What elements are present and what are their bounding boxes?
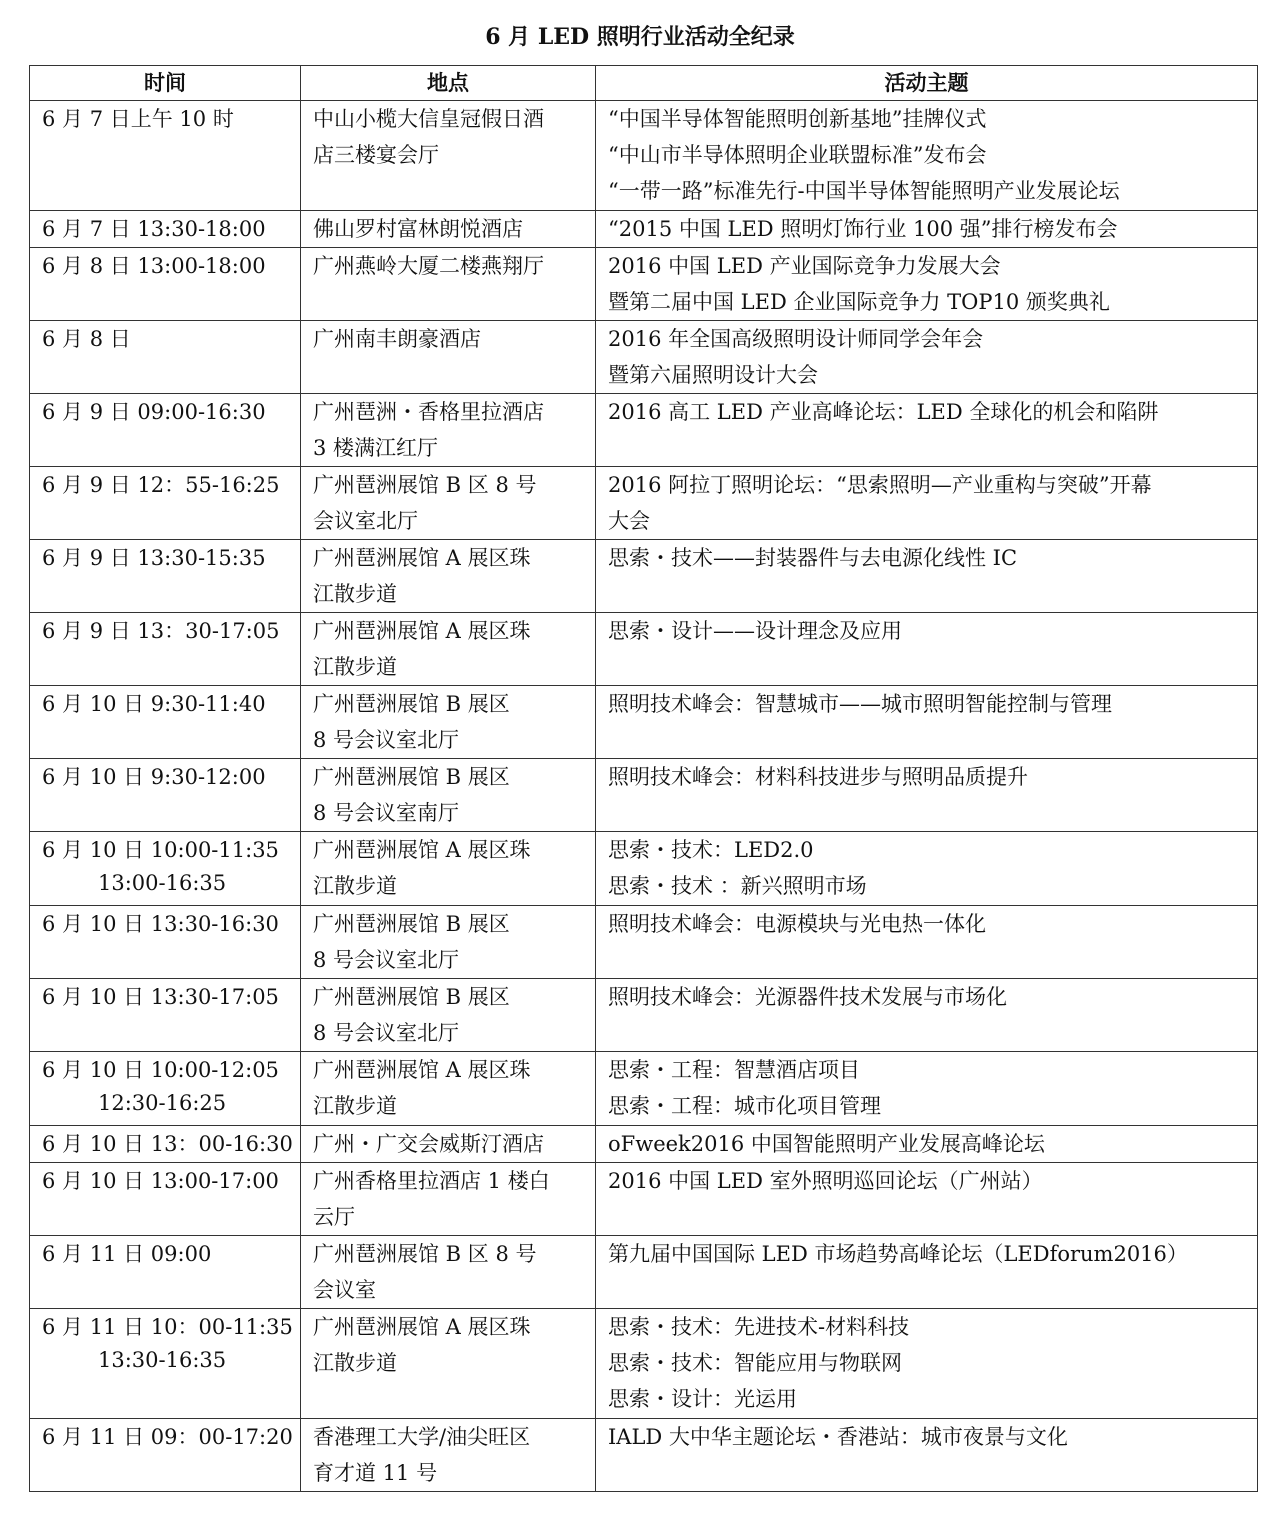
cell-time xyxy=(30,321,301,394)
cell-place-line: 江散步道 xyxy=(313,1094,397,1118)
cell-time-line: 6 月 11 日 09：00-17:20 xyxy=(42,1425,293,1449)
cell-place xyxy=(301,906,596,979)
table-row xyxy=(30,467,1258,540)
cell-time xyxy=(30,832,301,906)
cell-time xyxy=(30,540,301,613)
cell-time xyxy=(30,101,301,211)
cell-subject-line: 2016 中国 LED 室外照明巡回论坛（广州站） xyxy=(608,1169,1043,1193)
cell-place-line: 8 号会议室北厅 xyxy=(313,728,460,752)
cell-place-line: 广州・广交会威斯汀酒店 xyxy=(313,1132,544,1156)
cell-place-line: 江散步道 xyxy=(313,874,397,898)
table-row xyxy=(30,906,1258,979)
cell-place xyxy=(301,1163,596,1236)
cell-subject-line: “中国半导体智能照明创新基地”挂牌仪式 xyxy=(608,107,987,131)
cell-place-line: 广州燕岭大厦二楼燕翔厅 xyxy=(313,254,544,278)
cell-subject xyxy=(596,1052,1258,1126)
cell-time xyxy=(30,686,301,759)
cell-subject-line: 照明技术峰会：光源器件技术发展与市场化 xyxy=(608,985,1007,1009)
header-subject: 活动主题 xyxy=(596,66,1258,101)
cell-place-line: 育才道 11 号 xyxy=(313,1461,438,1485)
cell-subject xyxy=(596,1163,1258,1236)
cell-place-line: 8 号会议室北厅 xyxy=(313,948,460,972)
table-row xyxy=(30,211,1258,248)
cell-place xyxy=(301,101,596,211)
cell-subject-line: IALD 大中华主题论坛・香港站：城市夜景与文化 xyxy=(608,1425,1068,1449)
cell-time xyxy=(30,1236,301,1309)
cell-place xyxy=(301,832,596,906)
cell-place-line: 店三楼宴会厅 xyxy=(313,143,439,167)
cell-place xyxy=(301,613,596,686)
cell-time xyxy=(30,979,301,1052)
table-body xyxy=(30,101,1258,1492)
cell-subject-line: 2016 高工 LED 产业高峰论坛：LED 全球化的机会和陷阱 xyxy=(608,400,1159,424)
table-row xyxy=(30,686,1258,759)
cell-subject-line: 照明技术峰会：电源模块与光电热一体化 xyxy=(608,912,986,936)
cell-place-line: 8 号会议室南厅 xyxy=(313,801,460,825)
cell-time-line: 6 月 9 日 09:00-16:30 xyxy=(42,400,266,424)
cell-subject xyxy=(596,321,1258,394)
table-row xyxy=(30,540,1258,613)
table-row xyxy=(30,1052,1258,1126)
cell-time-line: 6 月 8 日 13:00-18:00 xyxy=(42,254,266,278)
cell-time-line: 6 月 10 日 10:00-12:05 xyxy=(42,1058,279,1082)
cell-time xyxy=(30,759,301,832)
cell-time xyxy=(30,906,301,979)
table-row xyxy=(30,1126,1258,1163)
cell-place-line: 广州琶洲・香格里拉酒店 xyxy=(313,400,544,424)
cell-time-line: 6 月 10 日 13：00-16:30 xyxy=(42,1132,293,1156)
table-row xyxy=(30,1419,1258,1492)
cell-subject-line: “2015 中国 LED 照明灯饰行业 100 强”排行榜发布会 xyxy=(608,217,1118,241)
cell-place-line: 广州琶洲展馆 B 展区 xyxy=(313,765,510,789)
cell-time xyxy=(30,1419,301,1492)
cell-subject xyxy=(596,211,1258,248)
cell-subject-line: 思索・工程：智慧酒店项目 xyxy=(608,1058,860,1082)
cell-subject xyxy=(596,540,1258,613)
cell-place-line: 广州琶洲展馆 B 展区 xyxy=(313,985,510,1009)
cell-place-line: 会议室 xyxy=(313,1278,376,1302)
cell-time-line: 6 月 7 日 13:30-18:00 xyxy=(42,217,266,241)
cell-subject-line: 暨第六届照明设计大会 xyxy=(608,363,818,387)
cell-place xyxy=(301,321,596,394)
cell-subject xyxy=(596,906,1258,979)
cell-place-line: 广州琶洲展馆 A 展区珠 xyxy=(313,1058,531,1082)
cell-subject xyxy=(596,467,1258,540)
cell-time-line: 6 月 10 日 9:30-11:40 xyxy=(42,692,266,716)
cell-place xyxy=(301,1419,596,1492)
cell-time xyxy=(30,1309,301,1419)
table-row xyxy=(30,321,1258,394)
cell-place-line: 广州琶洲展馆 B 展区 xyxy=(313,912,510,936)
cell-subject xyxy=(596,979,1258,1052)
cell-subject xyxy=(596,1309,1258,1419)
events-table xyxy=(29,65,1258,1492)
cell-subject xyxy=(596,1419,1258,1492)
cell-time xyxy=(30,1052,301,1126)
cell-time-second-slot: 12:30-16:25 xyxy=(98,1091,227,1115)
cell-place xyxy=(301,1126,596,1163)
cell-subject-line: 思索・技术：智能应用与物联网 xyxy=(608,1351,902,1375)
cell-time xyxy=(30,1163,301,1236)
cell-subject-line: 思索・技术 ：新兴照明市场 xyxy=(608,874,867,898)
cell-subject-line: 大会 xyxy=(608,509,650,533)
cell-subject xyxy=(596,1236,1258,1309)
cell-subject-line: 第九届中国国际 LED 市场趋势高峰论坛（LEDforum2016） xyxy=(608,1242,1188,1266)
cell-place-line: 广州琶洲展馆 A 展区珠 xyxy=(313,546,531,570)
cell-subject-line: 2016 中国 LED 产业国际竞争力发展大会 xyxy=(608,254,1001,278)
cell-place xyxy=(301,211,596,248)
table-row xyxy=(30,394,1258,467)
cell-place-line: 香港理工大学/油尖旺区 xyxy=(313,1425,531,1449)
cell-place-line: 江散步道 xyxy=(313,655,397,679)
cell-subject-line: 思索・工程：城市化项目管理 xyxy=(608,1094,881,1118)
cell-time-line: 6 月 10 日 9:30-12:00 xyxy=(42,765,266,789)
cell-place-line: 江散步道 xyxy=(313,1351,397,1375)
cell-place-line: 3 楼满江红厅 xyxy=(313,436,439,460)
cell-place-line: 江散步道 xyxy=(313,582,397,606)
cell-place-line: 广州琶洲展馆 B 区 8 号 xyxy=(313,473,537,497)
cell-place-line: 广州琶洲展馆 A 展区珠 xyxy=(313,838,531,862)
cell-time-second-slot: 13:00-16:35 xyxy=(98,871,227,895)
cell-subject-line: 思索・技术——封装器件与去电源化线性 IC xyxy=(608,546,1018,570)
cell-place xyxy=(301,686,596,759)
cell-place-line: 广州琶洲展馆 B 展区 xyxy=(313,692,510,716)
cell-place xyxy=(301,1052,596,1126)
cell-time-line: 6 月 9 日 13：30-17:05 xyxy=(42,619,280,643)
cell-time-second-slot: 13:30-16:35 xyxy=(98,1348,227,1372)
cell-time xyxy=(30,394,301,467)
cell-subject-line: 2016 阿拉丁照明论坛：“思索照明—产业重构与突破”开幕 xyxy=(608,473,1152,497)
cell-subject-line: 暨第二届中国 LED 企业国际竞争力 TOP10 颁奖典礼 xyxy=(608,290,1110,314)
cell-time-line: 6 月 10 日 10:00-11:35 xyxy=(42,838,279,862)
cell-place-line: 8 号会议室北厅 xyxy=(313,1021,460,1045)
cell-time xyxy=(30,613,301,686)
cell-time-line: 6 月 9 日 12：55-16:25 xyxy=(42,473,280,497)
cell-time-line: 6 月 10 日 13:30-16:30 xyxy=(42,912,279,936)
cell-subject xyxy=(596,613,1258,686)
cell-subject-line: 思索・技术：LED2.0 xyxy=(608,838,814,862)
cell-place xyxy=(301,540,596,613)
cell-time-line: 6 月 11 日 10：00-11:35 xyxy=(42,1315,293,1339)
cell-time xyxy=(30,248,301,321)
cell-time-line: 6 月 10 日 13:30-17:05 xyxy=(42,985,279,1009)
table-header-row xyxy=(30,66,1258,101)
cell-subject-line: 思索・技术：先进技术-材料科技 xyxy=(608,1315,910,1339)
cell-place-line: 广州琶洲展馆 A 展区珠 xyxy=(313,1315,531,1339)
cell-place xyxy=(301,759,596,832)
cell-place-line: 广州琶洲展馆 B 区 8 号 xyxy=(313,1242,537,1266)
cell-subject-line: “一带一路”标准先行-中国半导体智能照明产业发展论坛 xyxy=(608,179,1120,203)
cell-subject xyxy=(596,248,1258,321)
header-place: 地点 xyxy=(301,66,596,101)
cell-subject xyxy=(596,394,1258,467)
cell-subject-line: “中山市半导体照明企业联盟标准”发布会 xyxy=(608,143,987,167)
cell-time-line: 6 月 7 日上午 10 时 xyxy=(42,107,234,131)
header-time: 时间 xyxy=(30,66,301,101)
cell-time-line: 6 月 10 日 13:00-17:00 xyxy=(42,1169,279,1193)
cell-subject xyxy=(596,832,1258,906)
cell-time-line: 6 月 11 日 09:00 xyxy=(42,1242,212,1266)
cell-subject-line: 思索・设计——设计理念及应用 xyxy=(608,619,902,643)
table-row xyxy=(30,1236,1258,1309)
cell-place-line: 中山小榄大信皇冠假日酒 xyxy=(313,107,544,131)
cell-place-line: 会议室北厅 xyxy=(313,509,418,533)
table-row xyxy=(30,832,1258,906)
table-row xyxy=(30,979,1258,1052)
cell-subject-line: oFweek2016 中国智能照明产业发展高峰论坛 xyxy=(608,1132,1045,1156)
cell-place-line: 佛山罗村富林朗悦酒店 xyxy=(313,217,523,241)
cell-subject xyxy=(596,686,1258,759)
cell-time xyxy=(30,1126,301,1163)
table-row xyxy=(30,1309,1258,1419)
cell-subject-line: 照明技术峰会：材料科技进步与照明品质提升 xyxy=(608,765,1028,789)
cell-time xyxy=(30,211,301,248)
cell-time-line: 6 月 8 日 xyxy=(42,327,131,351)
cell-place-line: 云厅 xyxy=(313,1205,355,1229)
cell-place-line: 广州琶洲展馆 A 展区珠 xyxy=(313,619,531,643)
cell-subject-line: 2016 年全国高级照明设计师同学会年会 xyxy=(608,327,984,351)
cell-place xyxy=(301,394,596,467)
cell-subject-line: 思索・设计：光运用 xyxy=(608,1387,797,1411)
cell-place xyxy=(301,1236,596,1309)
cell-place xyxy=(301,1309,596,1419)
cell-time-line: 6 月 9 日 13:30-15:35 xyxy=(42,546,266,570)
table-row xyxy=(30,248,1258,321)
cell-place xyxy=(301,467,596,540)
cell-time xyxy=(30,467,301,540)
table-row xyxy=(30,101,1258,211)
cell-subject xyxy=(596,759,1258,832)
cell-place xyxy=(301,979,596,1052)
cell-place-line: 广州南丰朗豪酒店 xyxy=(313,327,481,351)
cell-subject xyxy=(596,101,1258,211)
cell-subject-line: 照明技术峰会：智慧城市——城市照明智能控制与管理 xyxy=(608,692,1112,716)
table-row xyxy=(30,1163,1258,1236)
table-row xyxy=(30,613,1258,686)
cell-place-line: 广州香格里拉酒店 1 楼白 xyxy=(313,1169,550,1193)
page-title: 6 月 LED 照明行业活动全纪录 xyxy=(485,24,795,50)
cell-place xyxy=(301,248,596,321)
table-row xyxy=(30,759,1258,832)
cell-subject xyxy=(596,1126,1258,1163)
